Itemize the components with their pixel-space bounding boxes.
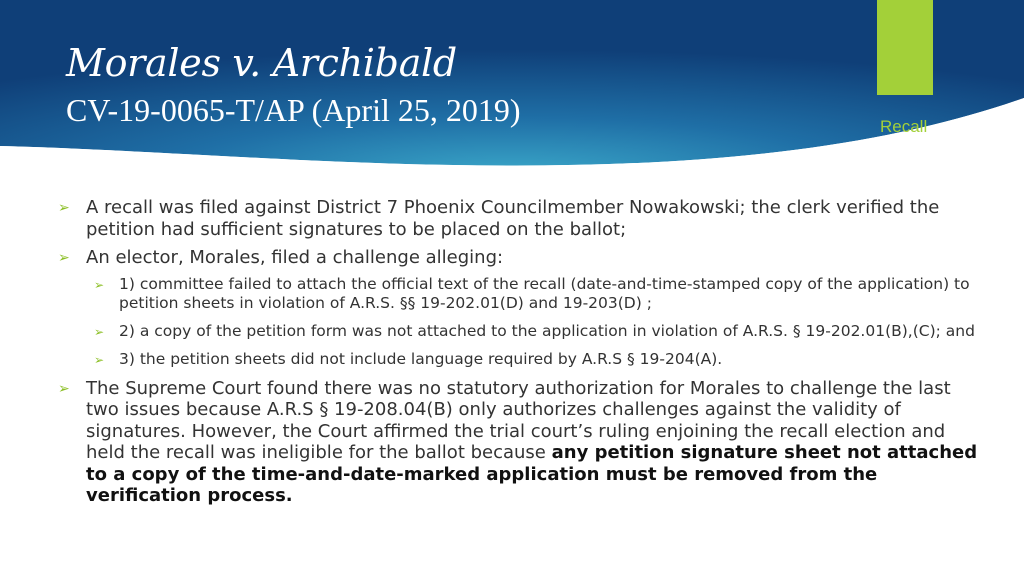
list-item — [94, 350, 978, 369]
list-item — [94, 275, 978, 313]
header-banner — [0, 0, 1024, 168]
bullet-text: The Supreme Court found there was no statutory authorization for Morales to challenge the last two issues because A.R.S § 19-208.04(B) only authorizes challenges against the validity of signatures. However, the Court affirmed the trial court’s ruling enjoining the recall election and held the recall was ineligible for the ballot because — [86, 377, 951, 463]
holding-bold-text: any petition signature sheet not attached to a copy of the time-and-date-marked application must be removed from the verification process. — [86, 442, 978, 506]
arrow-bullet-icon: ➢ — [94, 352, 105, 367]
list-item — [58, 247, 978, 369]
list-item — [58, 197, 978, 240]
arrow-bullet-icon: ➢ — [94, 324, 105, 339]
section-label: Recall — [880, 117, 928, 136]
list-item — [58, 378, 978, 507]
arrow-bullet-icon: ➢ — [58, 200, 70, 216]
list-item — [94, 322, 978, 341]
arrow-bullet-icon: ➢ — [58, 380, 70, 397]
bullet-text: A recall was filed against District 7 Phoenix Councilmember Nowakowski; the clerk verified the petition had sufficient signatures to be placed on the ballot; — [86, 197, 940, 240]
bullet-list — [58, 197, 978, 507]
page-title: Morales v. Archibald — [66, 41, 457, 85]
sub-bullet-text: 1) committee failed to attach the official text of the recall (date-and-time-stamped copy of the application) to petition sheets in violation of A.R.S. §§ 19-202.01(D) and 19-203(D) ; — [119, 274, 970, 312]
sub-bullet-list — [94, 275, 978, 369]
bullet-text: An elector, Morales, filed a challenge alleging: — [86, 247, 504, 268]
sub-bullet-text: 3) the petition sheets did not include language required by A.R.S § 19-204(A). — [119, 349, 723, 368]
arrow-bullet-icon: ➢ — [58, 250, 70, 266]
sub-bullet-text: 2) a copy of the petition form was not attached to the application in violation of A.R.S. § 19-202.01(B),(C); and — [119, 321, 975, 340]
arrow-bullet-icon: ➢ — [94, 277, 105, 292]
slide-body — [58, 197, 978, 514]
case-number-subtitle: CV-19-0065-T/AP (April 25, 2019) — [66, 92, 521, 128]
accent-bar — [877, 0, 933, 95]
